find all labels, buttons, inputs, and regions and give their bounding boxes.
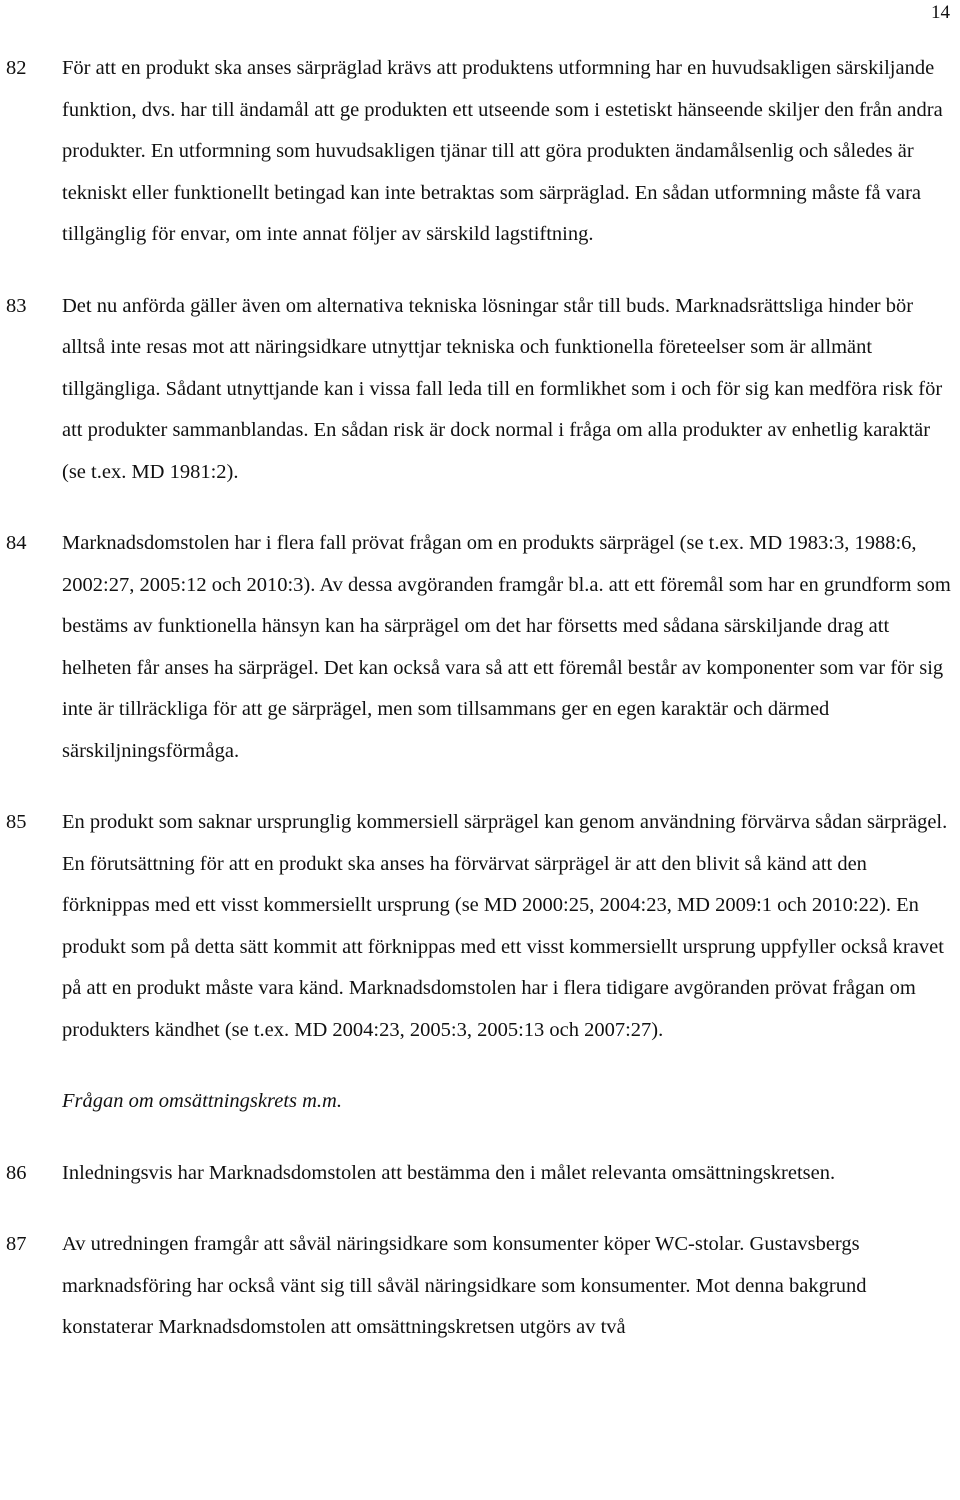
paragraph-87: [0, 1224, 960, 1349]
document-body: [0, 48, 960, 1379]
paragraph-text: För att en produkt ska anses särpräglad krävs att produktens utformning har en huvudsakligen särskiljande funktion, dvs. har till ändamål att ge produkten ett utseende som i estetiskt hänseende skiljer den från andra produkter. En utformning som huvudsakligen tjänar till att göra produkten ändamålsenlig och således är tekniskt eller funktionellt betingad kan inte betraktas som särpräglad. En sådan utformning måste få vara tillgänglig för envar, om inte annat följer av särskild lagstiftning.: [62, 57, 943, 245]
paragraph-number: 84: [6, 532, 27, 554]
paragraph-text: Marknadsdomstolen har i flera fall prövat frågan om en produkts särprägel (se t.ex. MD 1983:3, 1988:6, 2002:27, 2005:12 och 2010:3). Av dessa avgöranden framgår bl.a. att ett föremål som har en grundform som bestäms av funktionella hänsyn kan ha särprägel om det har försetts med sådana särskiljande drag att helheten får anses ha särprägel. Det kan också vara så att ett föremål består av komponenter som var för sig inte är tillräckliga för att ge särprägel, men som tillsammans ger en egen karaktär och därmed särskiljningsförmåga.: [62, 532, 951, 762]
paragraph-85: [0, 802, 960, 1051]
paragraph-text: Inledningsvis har Marknadsdomstolen att bestämma den i målet relevanta omsättningskretsen.: [62, 1161, 836, 1184]
paragraph-86: [0, 1153, 960, 1195]
paragraph-84: [0, 523, 960, 772]
paragraph-82: [0, 48, 960, 256]
paragraph-number: 85: [6, 811, 27, 833]
paragraph-text: Av utredningen framgår att såväl näringsidkare som konsumenter köper WC-stolar. Gustavsbergs marknadsföring har också vänt sig till såväl näringsidkare som konsumenter. Mot denna bakgrund konstaterar Marknadsdomstolen att omsättningskretsen utgörs av två: [62, 1233, 867, 1338]
paragraph-number: 87: [6, 1233, 27, 1255]
paragraph-text: En produkt som saknar ursprunglig kommersiell särprägel kan genom användning förvärva sådan särprägel. En förutsättning för att en produkt ska anses ha förvärvat särprägel är att den blivit så känd att den förknippas med ett visst kommersiellt ursprung (se MD 2000:25, 2004:23, MD 2009:1 och 2010:22). En produkt som på detta sätt kommit att förknippas med ett visst kommersiellt ursprung uppfyller också kravet på att en produkt måste vara känd. Marknadsdomstolen har i flera tidigare avgöranden prövat frågan om produkters kändhet (se t.ex. MD 2004:23, 2005:3, 2005:13 och 2007:27).: [62, 811, 948, 1041]
paragraph-number: 83: [6, 294, 27, 317]
paragraph-number: 86: [6, 1161, 27, 1184]
paragraph-text: Det nu anförda gäller även om alternativa tekniska lösningar står till buds. Marknadsrättsliga hinder bör alltså inte resas mot att näringsidkare utnyttjar tekniska och funktionella företeelser som är allmänt tillgängliga. Sådant utnyttjande kan i vissa fall leda till en formlikhet som i och för sig kan medföra risk för att produkter sammanblandas. En sådan risk är dock normal i fråga om alla produkter av enhetlig karaktär (se t.ex. MD 1981:2).: [62, 294, 943, 483]
paragraph-number: 82: [6, 57, 27, 79]
page-number: 14: [931, 2, 950, 23]
paragraph-83: [0, 286, 960, 494]
section-heading: Frågan om omsättningskrets m.m.: [62, 1090, 342, 1112]
